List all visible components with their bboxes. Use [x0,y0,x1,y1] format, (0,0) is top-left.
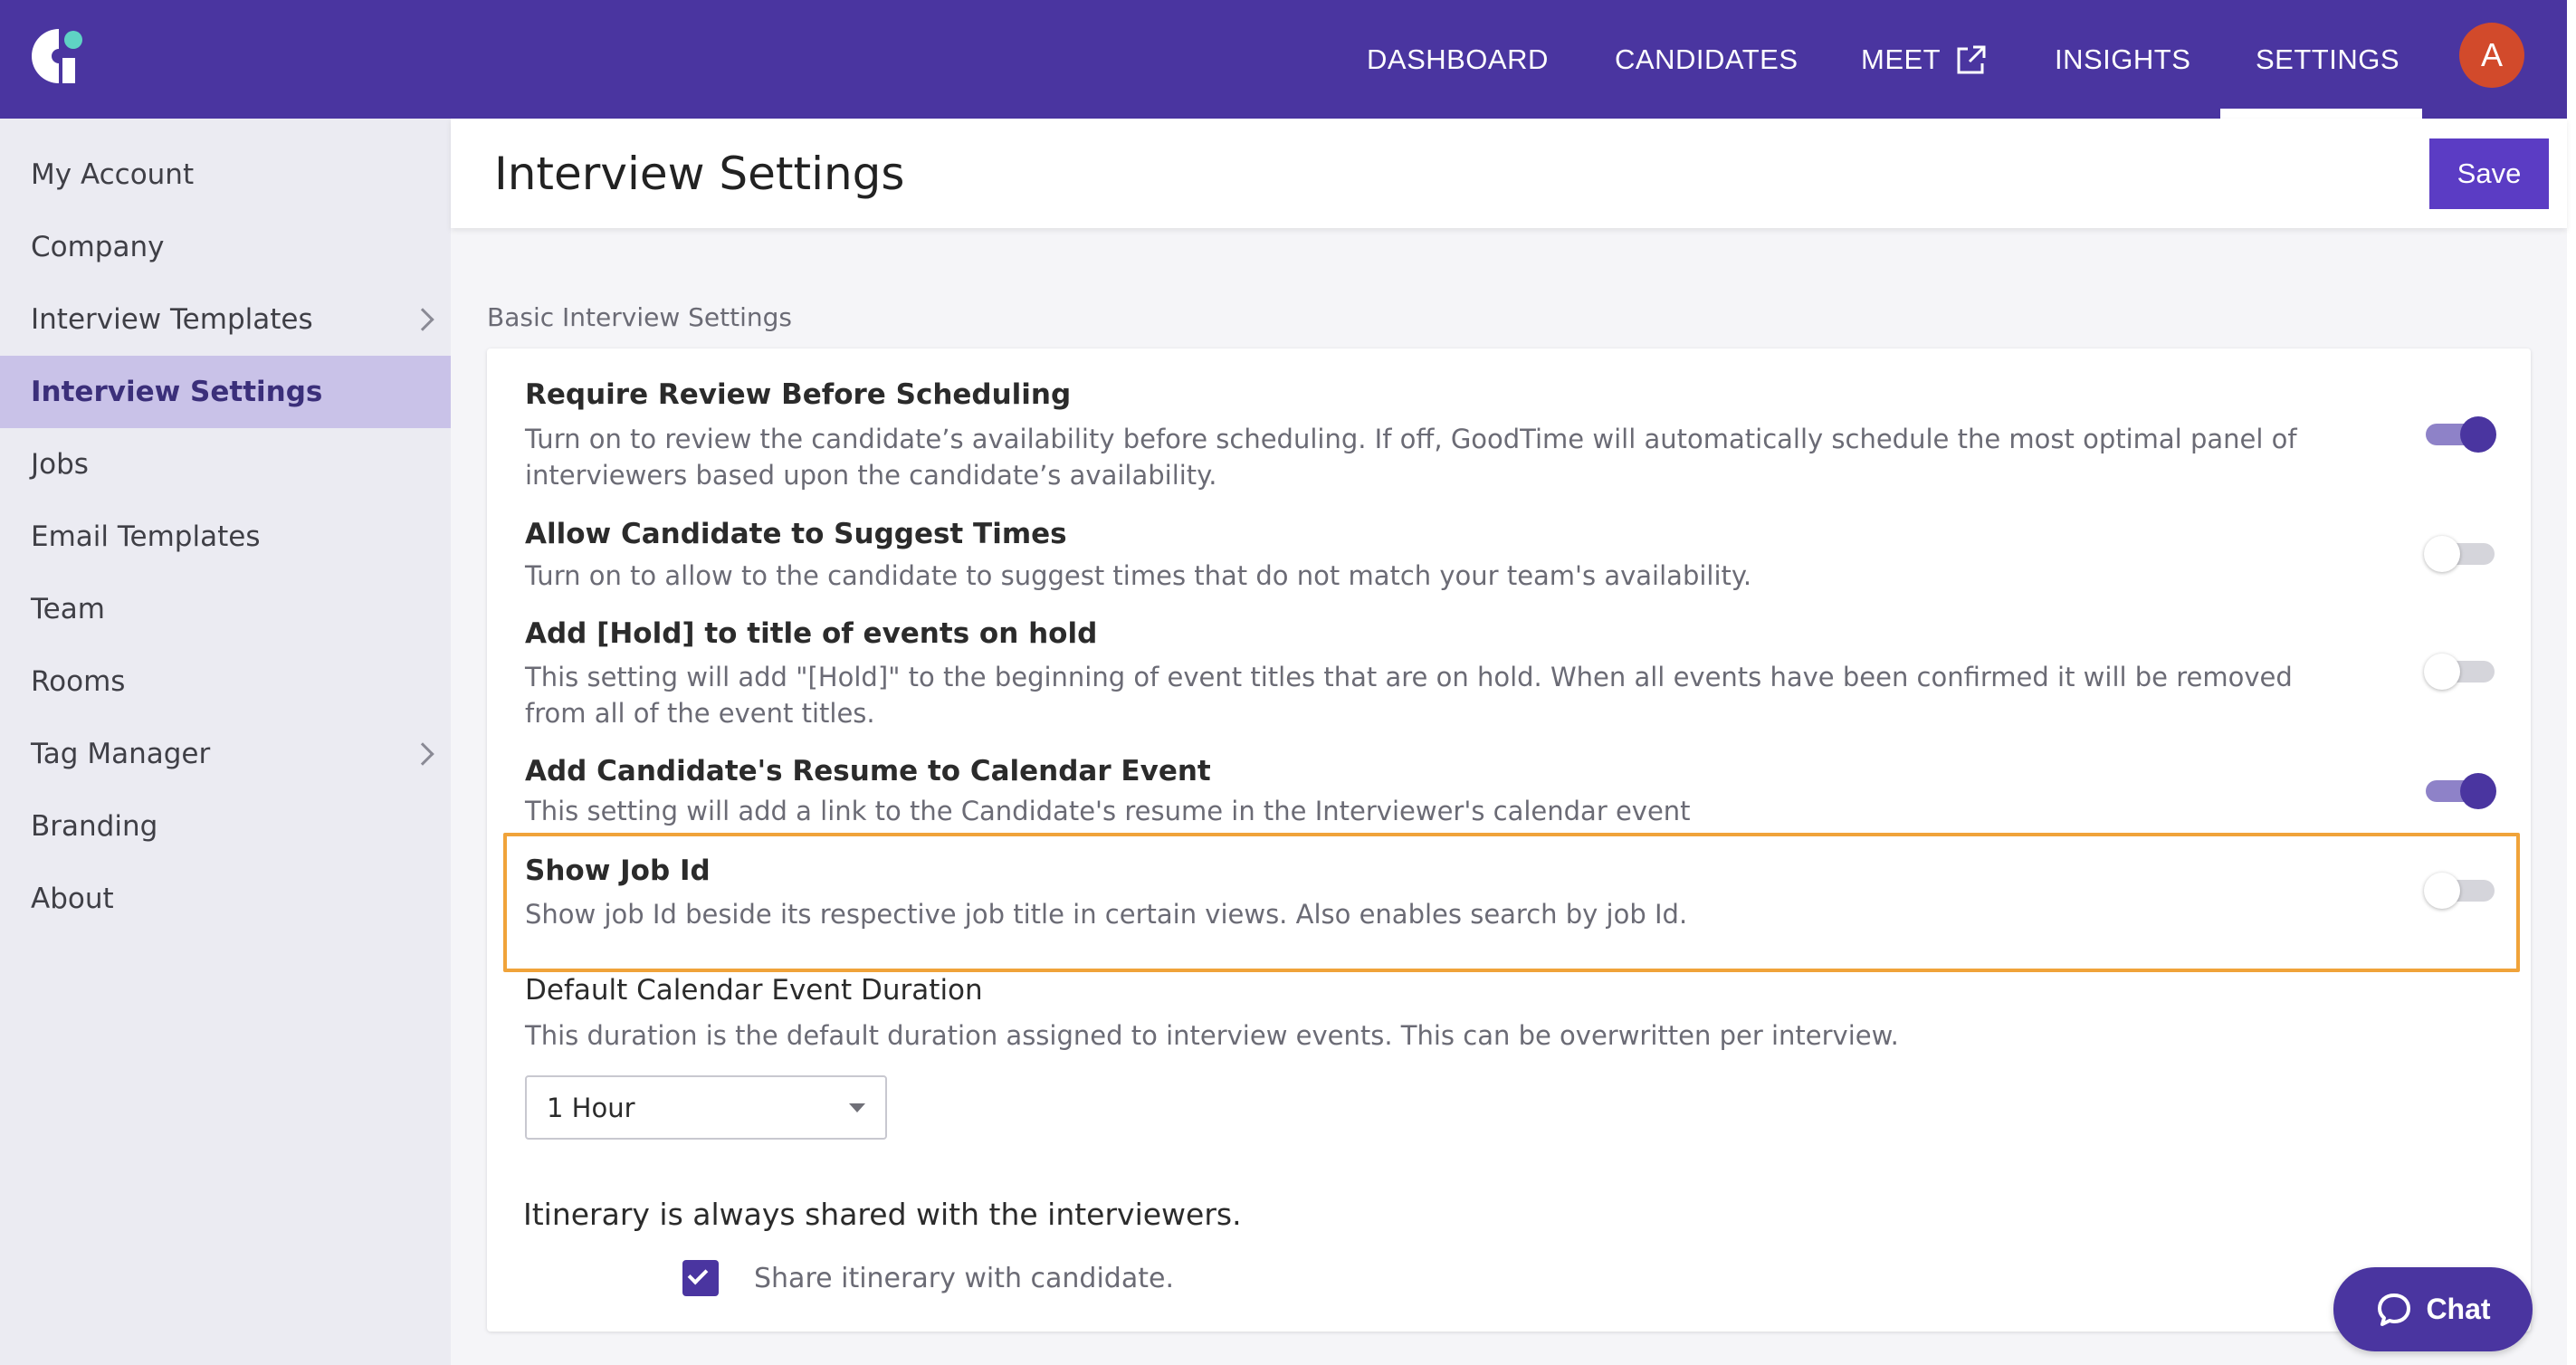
nav-meet[interactable]: MEET [1861,0,1989,119]
sidebar-item-email-templates[interactable]: Email Templates [31,520,261,553]
nav-candidates[interactable]: CANDIDATES [1615,43,1798,75]
toggle-knob [2460,773,2496,809]
sidebar-item-interview-templates[interactable]: Interview Templates [0,283,451,356]
settings-sidebar [0,119,451,1365]
page-header [451,119,2567,228]
sidebar-item-branding[interactable]: Branding [31,810,158,843]
setting-description: Show job Id beside its respective job title in certain views. Also enables search by job Id. [525,899,1688,930]
toggle-knob [2460,416,2496,453]
external-link-icon [1953,42,1989,78]
setting-description: This setting will add a link to the Candidate's resume in the Interviewer's calendar event [525,796,1691,826]
sidebar-item-tag-manager[interactable]: Tag Manager [0,718,451,790]
toggle-knob [2424,536,2460,572]
nav-dashboard[interactable]: DASHBOARD [1367,43,1549,75]
setting-title: Show Job Id [525,854,711,887]
setting-description: Turn on to allow to the candidate to suggest times that do not match your team's availability. [525,560,1752,591]
share-itinerary-label[interactable]: Share itinerary with candidate. [754,1262,1174,1294]
setting-description: This setting will add "[Hold]" to the beginning of event titles that are on hold. When all events have been confirmed it will be removed from all of the event titles. [525,662,2293,729]
duration-title: Default Calendar Event Duration [525,974,983,1007]
setting-title: Allow Candidate to Suggest Times [525,518,1067,550]
sidebar-item-interview-settings[interactable]: Interview Settings [0,356,451,428]
toggle-add-resume[interactable] [2426,777,2495,806]
save-button[interactable]: Save [2429,138,2549,209]
duration-select[interactable]: 1 Hour [525,1075,887,1140]
setting-title: Add Candidate's Resume to Calendar Event [525,755,1211,788]
top-navbar [0,0,2567,119]
itinerary-note: Itinerary is always shared with the interviewers. [523,1197,1242,1232]
page-title: Interview Settings [494,147,905,200]
nav-settings[interactable]: SETTINGS [2256,43,2400,75]
sidebar-item-company[interactable]: Company [31,231,165,263]
nav-active-indicator [2220,109,2422,119]
check-icon [688,1265,709,1285]
chat-bubble-icon [2375,1291,2413,1329]
toggle-allow-suggest-times[interactable] [2426,539,2495,568]
toggle-knob [2424,873,2460,909]
caret-down-icon [849,1103,865,1112]
nav-insights[interactable]: INSIGHTS [2055,43,2191,75]
chevron-right-icon [411,742,434,765]
sidebar-item-team[interactable]: Team [31,593,105,625]
avatar[interactable]: A [2459,23,2524,88]
setting-title: Add [Hold] to title of events on hold [525,617,1098,650]
sidebar-item-jobs[interactable]: Jobs [31,448,89,481]
sidebar-item-rooms[interactable]: Rooms [31,665,126,698]
chat-button[interactable]: Chat [2333,1267,2533,1351]
toggle-knob [2424,654,2460,690]
sidebar-item-about[interactable]: About [31,883,114,915]
duration-description: This duration is the default duration assigned to interview events. This can be overwritten per interview. [525,1020,1899,1051]
setting-title: Require Review Before Scheduling [525,378,1072,411]
window-edge [2567,0,2576,1365]
section-label: Basic Interview Settings [487,302,792,332]
chevron-right-icon [411,308,434,330]
toggle-show-job-id[interactable] [2426,876,2495,905]
goodtime-logo[interactable] [30,27,88,85]
sidebar-item-my-account[interactable]: My Account [31,158,195,191]
share-itinerary-checkbox[interactable] [682,1260,719,1296]
setting-description: Turn on to review the candidate’s availability before scheduling. If off, GoodTime will automatically schedule the most optimal panel of interviewers based upon the candidate’s availability. [525,424,2297,491]
toggle-add-hold[interactable] [2426,657,2495,686]
toggle-require-review[interactable] [2426,420,2495,449]
